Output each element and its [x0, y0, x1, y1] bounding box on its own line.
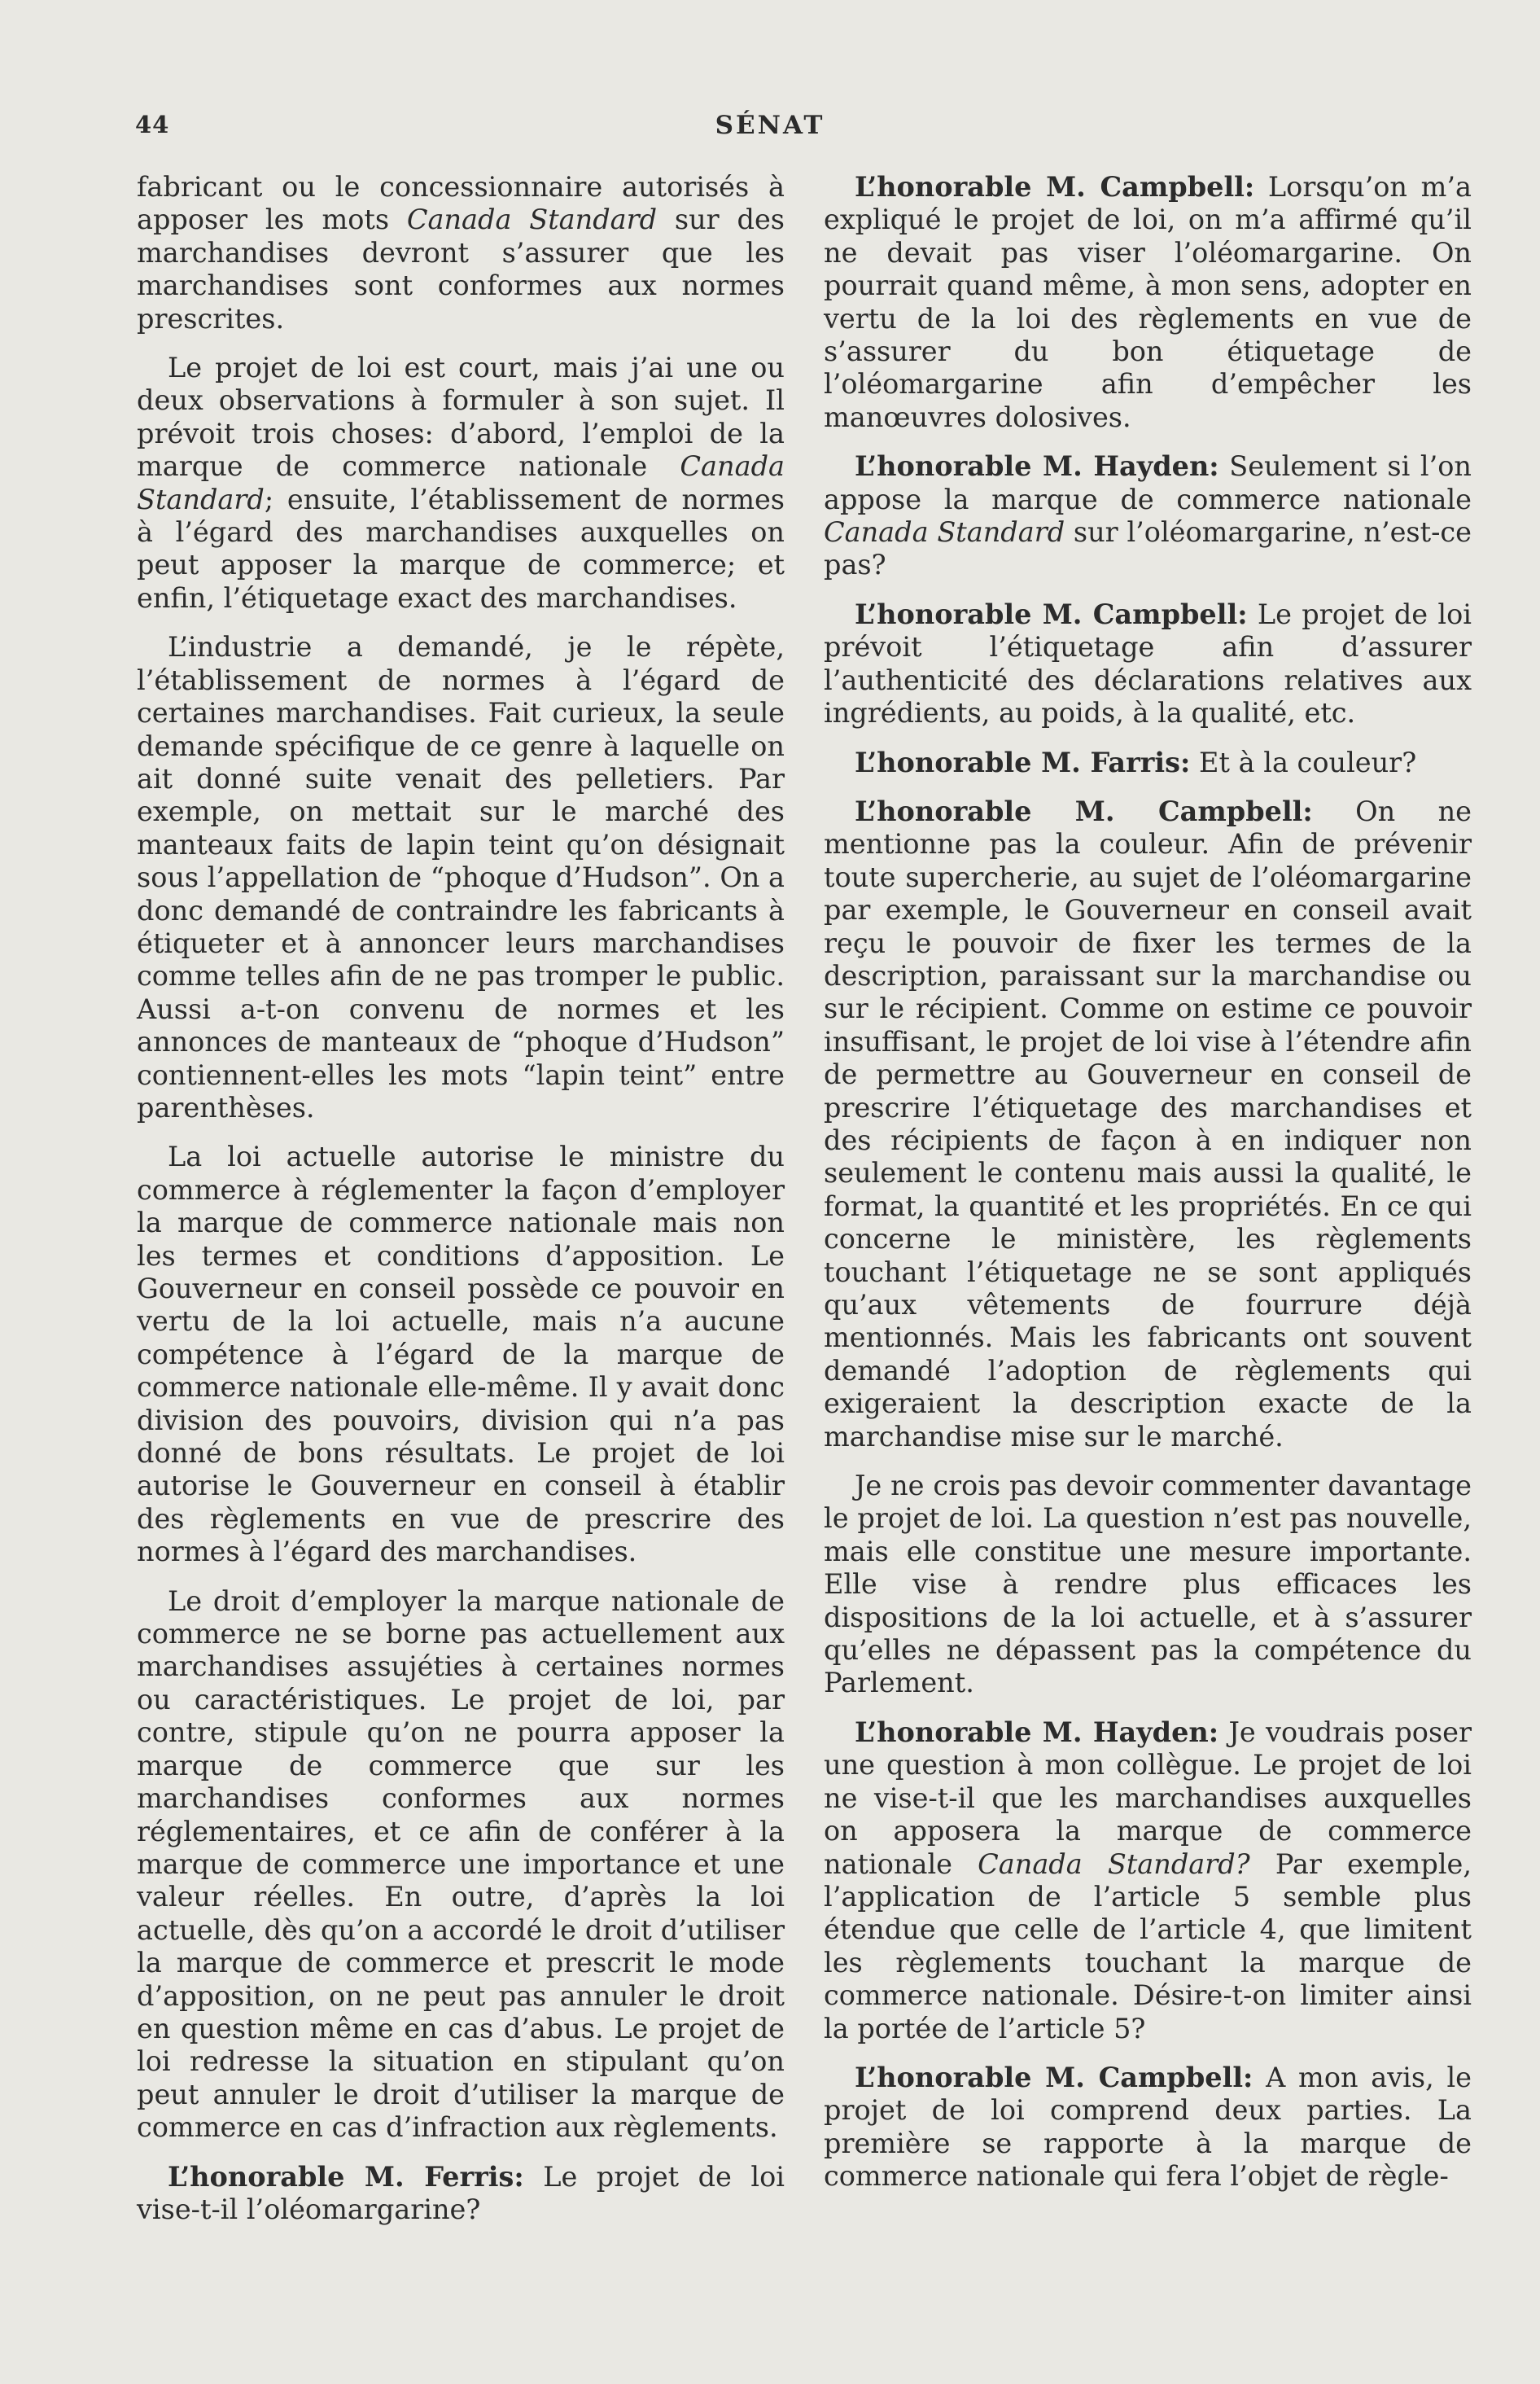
speaker-name: L’honorable M. Campbell: [855, 795, 1313, 827]
speaker-name: L’honorable M. Hayden: [855, 450, 1219, 483]
text-segment: La loi actuelle autorise le ministre du commerce à réglementer la façon d’employer la marque de commerce nationale mais non les termes et conditions d’apposition. Le Gouverneur en conseil possède ce pouvoir en vertu de la loi actuelle, mais n’a aucune compétence à l’égard de la marque de commerce nationale elle-même. Il y avait donc division des pouvoirs, division qui n’a pas donné de bons résultats. Le projet de loi autorise le Gouverneur en conseil à établir des règlements en vue de prescrire des normes à l’égard des marchandises. [137, 1141, 785, 1568]
text-segment: sur des marchandises devront s’assurer que les marchandises sont conformes aux normes prescrites. [137, 204, 785, 335]
paragraph [137, 631, 785, 1124]
speaker-name: L’honorable M. Campbell: [855, 598, 1248, 630]
text-segment: Seulement si l’on appose la marque de commerce nationale [824, 450, 1472, 515]
text-segment: Le projet de loi est court, mais j’ai une ou deux observations à formuler à son sujet. Il prévoit trois choses: d’abord, l’emploi de la marque de commerce nationale [137, 352, 785, 483]
paragraph [824, 1716, 1472, 2045]
paragraph [137, 1141, 785, 1568]
text-segment: Le droit d’employer la marque nationale de commerce ne se borne pas actuellement aux marchandises assujéties à certaines normes ou caractéristiques. Le projet de loi, par contre, stipule qu’on ne pourra apposer la marque de commerce que sur les marchandises conformes aux normes réglementaires, et ce afin de conférer à la marque de commerce une importance et une valeur réelles. En outre, d’après la loi actuelle, dès qu’on a accordé le droit d’utiliser la marque de commerce et prescrit le mode d’apposition, on ne peut pas annuler le droit en question même en cas d’abus. Le projet de loi redresse la situation en stipulant qu’on peut annuler le droit d’utiliser la marque de commerce en cas d’infraction aux règlements. [137, 1584, 785, 2144]
text-segment: Par exemple, l’application de l’article 5 semble plus étendue que celle de l’article 4, que limitent les règlements touchant la marque de commerce nationale. Désire-t-on limiter ainsi la portée de l’article 5? [824, 1847, 1472, 2044]
text-segment: Le projet de loi prévoit l’étiquetage afin d’assurer l’authenticité des déclarations relatives aux ingrédients, au poids, à la qualité, etc. [824, 598, 1472, 730]
text-segment: Je ne crois pas devoir commenter davantage le projet de loi. La question n’est pas nouvelle, mais elle constitue une mesure importante. Elle vise à rendre plus efficaces les dispositions de la loi actuelle, et à s’assurer qu’elles ne dépassent pas la compétence du Parlement. [824, 1470, 1472, 1699]
paragraph [137, 171, 785, 335]
text-segment: sur l’oléomargarine, n’est-ce pas? [824, 516, 1472, 581]
italic-text: Canada Standard? [978, 1847, 1250, 1880]
speaker-name: L’honorable M. Farris: [855, 746, 1191, 778]
paragraph [824, 171, 1472, 434]
text-segment: Et à la couleur? [1190, 746, 1417, 778]
page-number: 44 [135, 111, 170, 138]
text-segment: ; ensuite, l’établissement de normes à l’égard des marchandises auxquelles on peut apposer la marque de commerce; et enfin, l’étiquetage exact des marchandises. [137, 483, 785, 614]
text-segment: Lorsqu’on m’a expliqué le projet de loi, on m’a affirmé qu’il ne devait pas viser l’oléomargarine. On pourrait quand même, à mon sens, adopter en vertu de la loi des règlements en vue de s’assurer du bon étiquetage de l’oléomargarine afin d’empêcher les manœuvres dolosives. [824, 171, 1472, 433]
paragraph [137, 352, 785, 615]
italic-text: Canada Standard [406, 204, 658, 236]
text-segment: A mon avis, le projet de loi comprend deux parties. La première se rapporte à la marque de commerce nationale qui fera l’objet de règle- [824, 2061, 1472, 2193]
speaker-name: L’honorable M. Campbell: [855, 2061, 1253, 2093]
text-segment: Le projet de loi vise-t-il l’oléomargarine? [137, 2160, 785, 2225]
paragraph [137, 1585, 785, 2145]
paragraph [137, 2161, 785, 2227]
page-header [135, 111, 1405, 143]
running-head: SÉNAT [715, 111, 825, 140]
speaker-name: L’honorable M. Hayden: [855, 1716, 1219, 1748]
speaker-name: L’honorable M. Ferris: [168, 2160, 524, 2193]
paragraph [824, 747, 1472, 779]
italic-text: Canada Standard [137, 450, 785, 515]
paragraph [824, 2062, 1472, 2193]
text-segment: L’industrie a demandé, je le répète, l’établissement de normes à l’égard de certaines marchandises. Fait curieux, la seule demande spécifique de ce genre à laquelle on ait donné suite venait des pelletiers. Par exemple, on mettait sur le marché des manteaux faits de lapin teint qu’on désignait sous l’appellation de “phoque d’Hudson”. On a donc demandé de contraindre les fabricants à étiqueter et à annoncer leurs marchandises comme telles afin de ne pas tromper le public. Aussi a-t-on convenu de normes et les annonces de manteaux de “phoque d’Hudson” contiennent-elles les mots “lapin teint” entre parenthèses. [137, 631, 785, 1124]
paragraph [824, 1470, 1472, 1700]
speaker-name: L’honorable M. Campbell: [855, 171, 1255, 203]
paragraph [824, 795, 1472, 1453]
paragraph [824, 450, 1472, 582]
text-segment: On ne mentionne pas la couleur. Afin de prévenir toute supercherie, au sujet de l’oléomargarine par exemple, le Gouverneur en conseil avait reçu le pouvoir de fixer les termes de la description, paraissant sur la marchandise ou sur le récipient. Comme on estime ce pouvoir insuffisant, le projet de loi vise à l’étendre afin de permettre au Gouverneur en conseil de prescrire l’étiquetage des marchandises et des récipients de façon à en indiquer non seulement le contenu mais aussi la qualité, le format, la quantité et les propriétés. En ce qui concerne le ministère, les règlements touchant l’étiquetage ne se sont appliqués qu’aux vêtements de fourrure déjà mentionnés. Mais les fabricants ont souvent demandé l’adoption de règlements qui exigeraient la description exacte de la marchandise mise sur le marché. [824, 795, 1472, 1453]
paragraph [824, 598, 1472, 730]
text-segment: fabricant ou le concessionnaire autorisés à apposer les mots [137, 171, 785, 236]
right-column [824, 171, 1472, 2210]
italic-text: Canada Standard [824, 516, 1065, 549]
left-column [137, 171, 785, 2242]
text-segment: Je voudrais poser une question à mon collègue. Le projet de loi ne vise-t-il que les marchandises auxquelles on apposera la marque de commerce nationale [824, 1716, 1472, 1880]
